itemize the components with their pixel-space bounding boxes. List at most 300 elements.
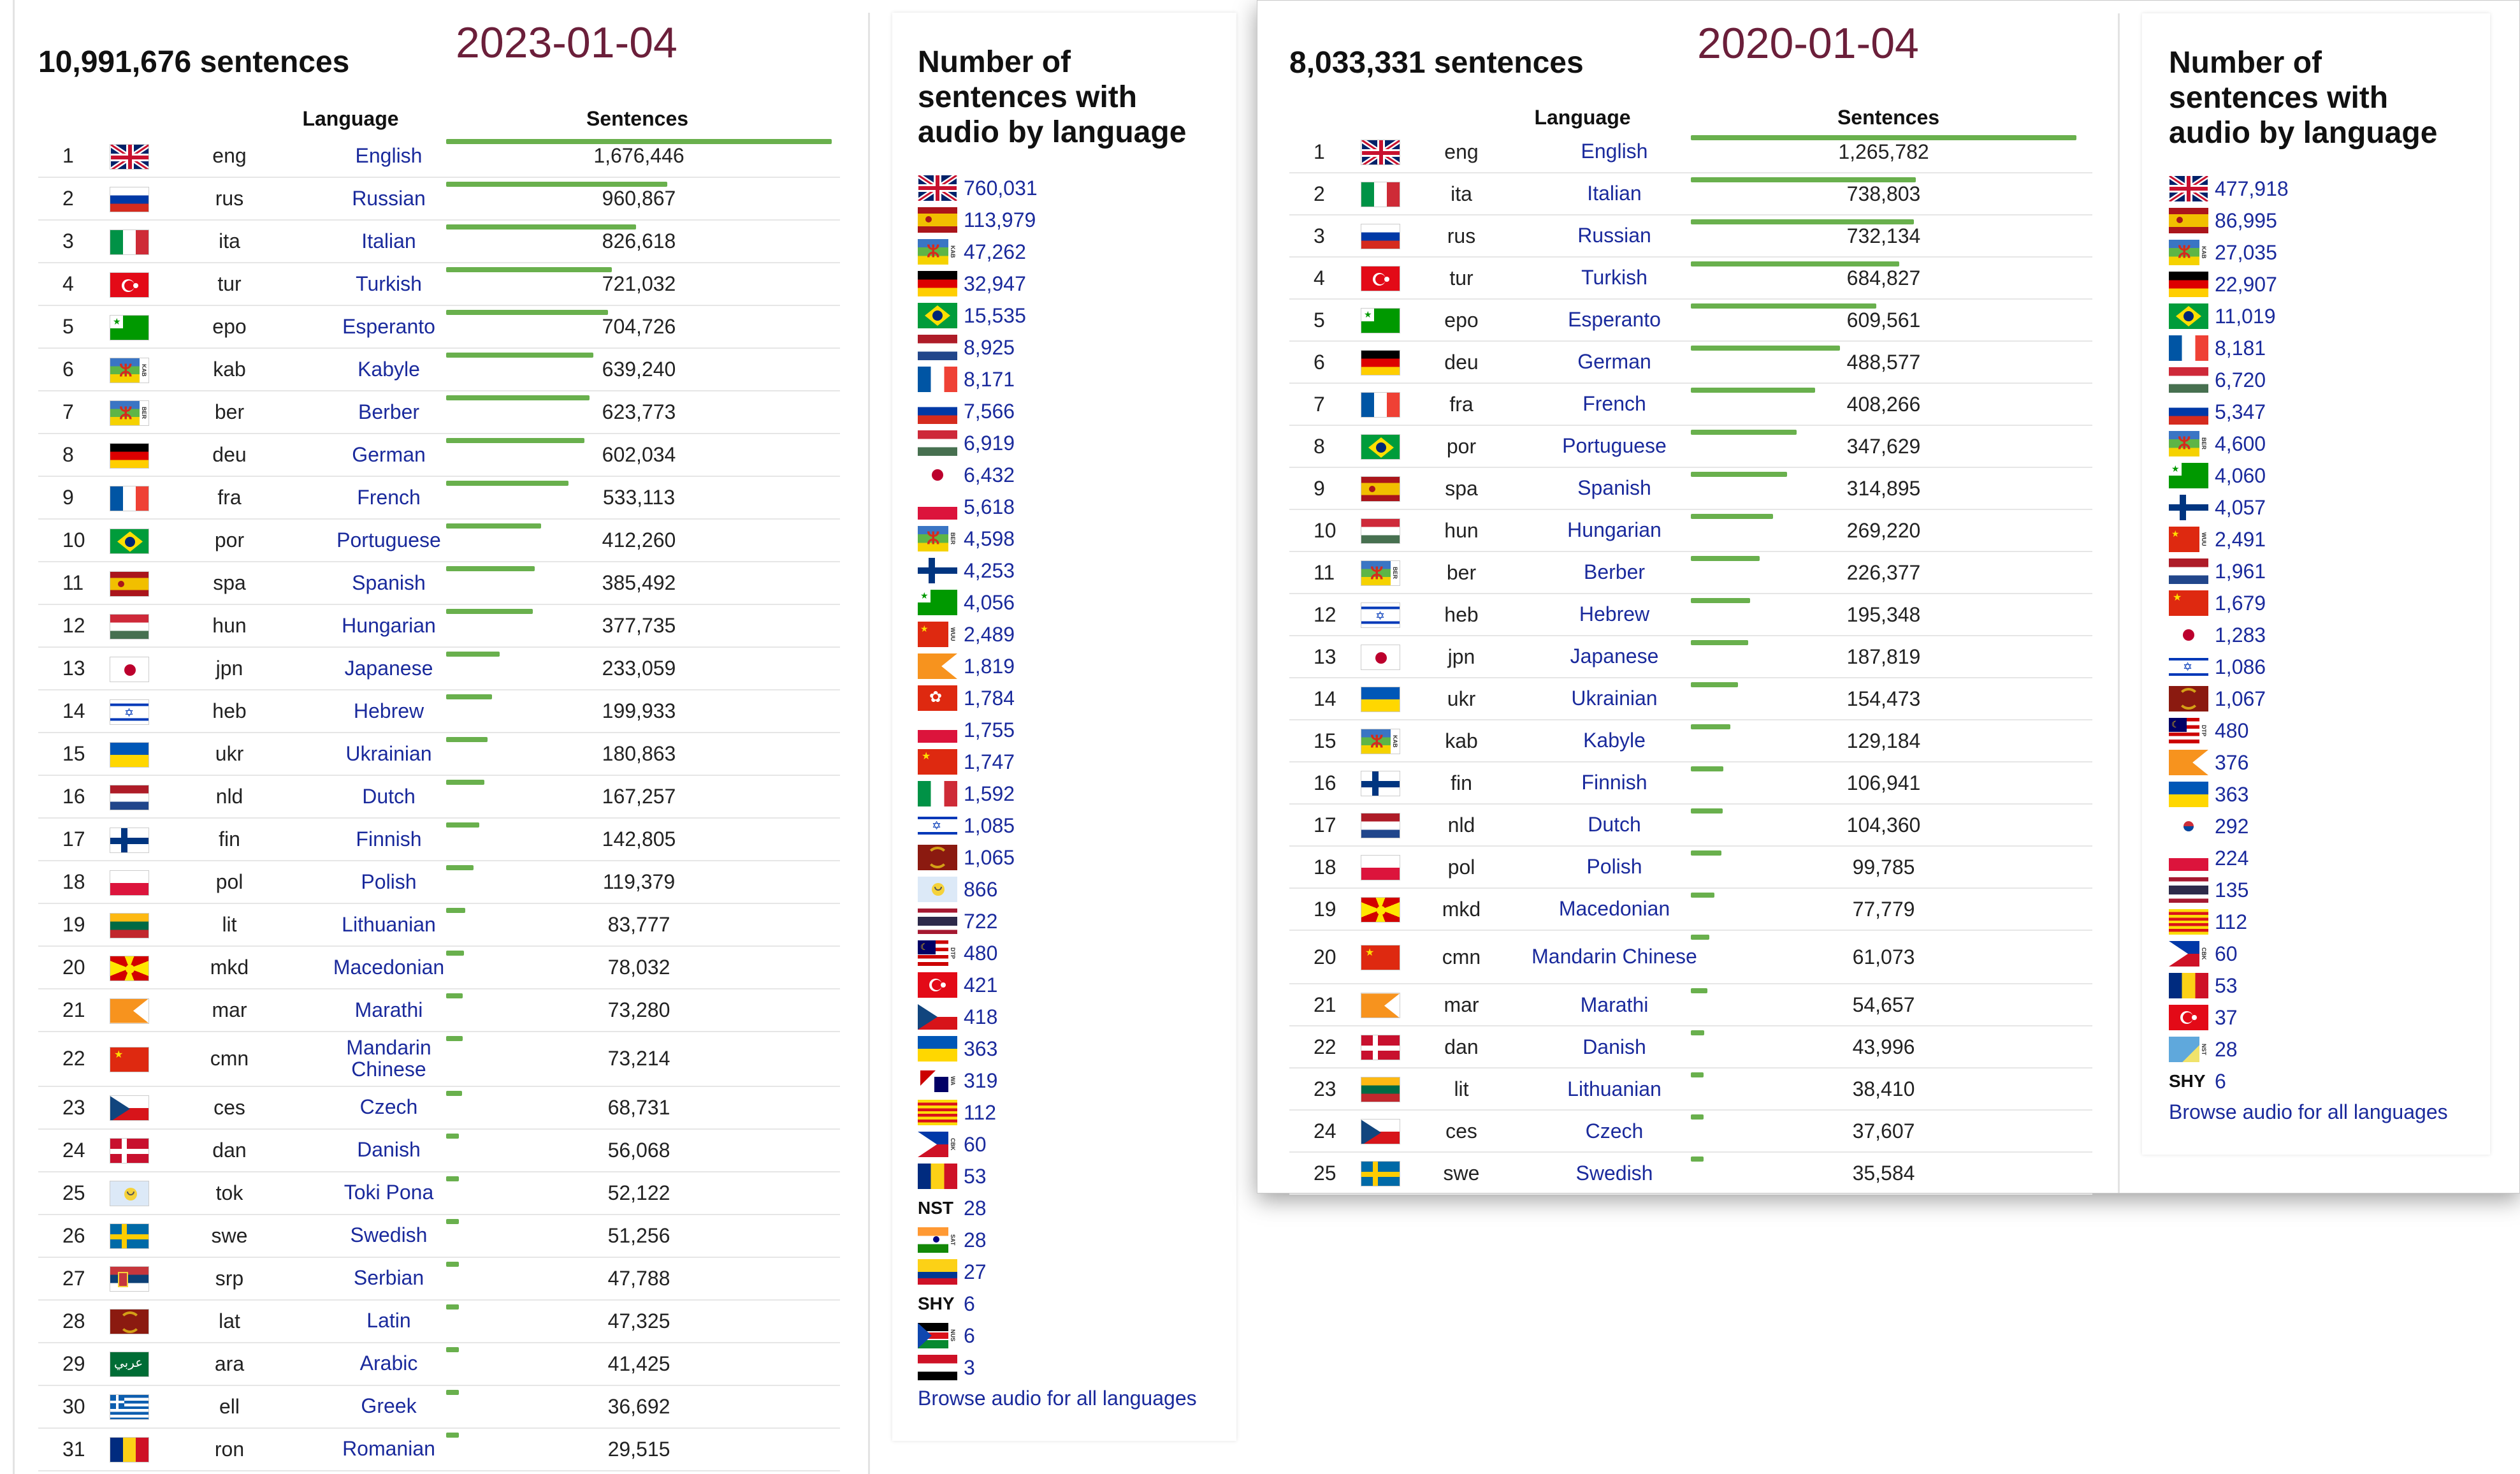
audio-list-item[interactable] [918, 332, 1015, 363]
ber-flag-icon: ⵣ BER [110, 400, 149, 426]
audio-list-item[interactable] [918, 459, 1015, 491]
language-link[interactable]: Portuguese [1562, 434, 1667, 458]
rank-cell: 13 [1314, 645, 1336, 668]
audio-count-link[interactable]: 37 [2215, 1005, 2238, 1029]
audio-count-link[interactable]: 28 [2215, 1037, 2238, 1061]
language-link[interactable]: French [1582, 392, 1646, 416]
audio-list-item[interactable] [2169, 332, 2266, 364]
language-link[interactable]: German [1577, 350, 1651, 374]
language-link[interactable]: Spanish [352, 571, 426, 594]
audio-count-link[interactable]: 2,491 [2215, 527, 2266, 551]
audio-count-link[interactable]: 28 [964, 1196, 987, 1220]
sentence-count-cell: 738,803 [1846, 182, 1921, 205]
sentence-bar [446, 481, 568, 486]
audio-list-item[interactable] [2169, 1033, 2238, 1065]
audio-list-item[interactable] [918, 1320, 975, 1352]
audio-list-item[interactable] [2169, 938, 2238, 970]
language-link[interactable]: Italian [1587, 182, 1642, 205]
table-row [38, 1386, 840, 1429]
language-link[interactable]: Lithuanian [342, 912, 436, 936]
table-row [1289, 720, 2092, 763]
deu-flag-icon [110, 443, 149, 469]
language-code-cell: pol [215, 870, 243, 893]
language-link[interactable]: Turkish [1581, 266, 1647, 289]
sentence-bar [1691, 724, 1730, 729]
audio-count-link[interactable]: 15,535 [964, 303, 1026, 327]
audio-count-link[interactable]: 22,907 [2215, 272, 2277, 296]
sentence-count-cell: 377,735 [602, 614, 676, 637]
rus-flag-icon [918, 398, 957, 424]
table-row [38, 391, 840, 434]
audio-list-item[interactable] [918, 395, 1015, 427]
ber-flag-icon: ⵣ BER [1361, 560, 1400, 586]
audio-list-item[interactable] [2169, 268, 2277, 300]
language-link[interactable]: Kabyle [358, 357, 420, 381]
hun-flag-icon [918, 430, 957, 456]
audio-count-link[interactable]: 1,784 [964, 686, 1015, 710]
sentence-count-cell: 1,265,782 [1838, 140, 1929, 163]
audio-list-item[interactable] [918, 650, 1015, 682]
sentence-bar [446, 139, 832, 144]
language-link[interactable]: Danish [1582, 1035, 1646, 1058]
audio-list-item[interactable] [918, 810, 1015, 842]
rank-cell: 7 [62, 400, 74, 423]
audio-count-link[interactable]: 112 [2215, 910, 2248, 933]
audio-list-item[interactable] [918, 1224, 987, 1256]
audio-count-link[interactable]: 1,067 [2215, 687, 2266, 710]
sentence-bar [446, 1304, 459, 1310]
sentence-count-cell: 347,629 [1846, 434, 1921, 458]
audio-list-item[interactable] [918, 1192, 987, 1224]
language-link[interactable]: Turkish [356, 272, 422, 295]
language-code-cell: epo [212, 315, 247, 338]
language-link[interactable]: Dutch [362, 784, 416, 808]
audio-list-item[interactable] [2169, 683, 2266, 715]
language-link[interactable]: Macedonian [333, 955, 445, 979]
audio-count-link[interactable]: 8,171 [964, 367, 1015, 391]
audio-count-link[interactable]: 112 [964, 1100, 997, 1124]
audio-list-item[interactable] [918, 587, 1015, 618]
audio-count-link[interactable]: 6,432 [964, 463, 1015, 486]
sentence-bar [1691, 514, 1773, 519]
language-link[interactable]: Macedonian [1558, 897, 1670, 921]
lit-flag-icon [1361, 1077, 1400, 1102]
audio-count-link[interactable]: 32,947 [964, 272, 1026, 295]
audio-list-item[interactable] [918, 905, 997, 937]
audio-list-item[interactable] [2169, 428, 2266, 460]
rank-cell: 18 [1314, 855, 1336, 879]
language-link[interactable]: Swedish [350, 1223, 428, 1247]
language-link[interactable]: Italian [361, 229, 416, 252]
rank-cell: 10 [62, 529, 85, 551]
cat-flag-icon [918, 1100, 957, 1125]
sentence-count-cell: 385,492 [602, 571, 676, 594]
audio-list-item[interactable] [918, 746, 1015, 778]
language-link[interactable]: Czech [1585, 1119, 1644, 1142]
audio-count-link[interactable]: 480 [2215, 719, 2249, 742]
language-code-label: SHY [2169, 1071, 2206, 1091]
audio-list-item[interactable] [918, 555, 1015, 587]
audio-list-item[interactable] [2169, 173, 2289, 205]
audio-list-item[interactable] [918, 682, 1015, 714]
audio-list-item[interactable] [918, 1352, 975, 1383]
audio-list-item[interactable] [918, 1160, 987, 1192]
language-link[interactable]: Czech [359, 1095, 418, 1119]
audio-count-link[interactable]: 1,679 [2215, 591, 2266, 615]
audio-count-link[interactable]: 1,283 [2215, 623, 2266, 646]
audio-count-link[interactable]: 6,720 [2215, 368, 2266, 391]
language-link[interactable]: Russian [1577, 224, 1651, 247]
audio-list-item[interactable] [2169, 970, 2238, 1002]
tur-flag-icon [1361, 266, 1400, 291]
table-row [1289, 1111, 2092, 1153]
lat-flag-icon [110, 1309, 149, 1334]
language-link[interactable]: Lithuanian [1567, 1077, 1662, 1100]
left-header-language: Language [302, 107, 399, 130]
audio-count-link[interactable]: 8,181 [2215, 336, 2266, 360]
audio-count-link[interactable]: 722 [964, 909, 998, 933]
audio-list-item[interactable] [918, 1128, 987, 1160]
cbk-flag-icon: CBK [918, 1132, 957, 1157]
audio-count-link[interactable]: 27 [964, 1260, 987, 1283]
language-code-cell: cmn [1442, 945, 1481, 968]
language-link[interactable]: Hebrew [1579, 602, 1650, 626]
audio-count-link[interactable]: 4,598 [964, 527, 1015, 550]
table-row [38, 819, 840, 861]
sentence-bar [1691, 808, 1723, 814]
nst-flag-icon: NST [2169, 1037, 2208, 1062]
audio-count-link[interactable]: 376 [2215, 750, 2249, 774]
audio-count-link[interactable]: 11,019 [2215, 304, 2276, 328]
language-code-cell: mkd [210, 956, 249, 979]
language-code-cell: kab [213, 358, 246, 381]
audio-count-link[interactable]: 6 [2215, 1069, 2226, 1093]
sentence-bar [446, 566, 535, 571]
audio-count-link[interactable]: 27,035 [2215, 240, 2277, 264]
audio-count-link[interactable]: 224 [2215, 846, 2249, 870]
sentence-count-cell: 43,996 [1852, 1035, 1915, 1058]
mkd-flag-icon [1361, 897, 1400, 923]
rus-flag-icon [110, 187, 149, 212]
language-link[interactable]: German [352, 442, 426, 466]
audio-count-link[interactable]: 1,747 [964, 750, 1015, 773]
right-audio-title-line2: sentences with [2169, 81, 2389, 115]
ber-flag-icon: ⵣ BER [918, 526, 957, 551]
audio-list-item[interactable] [2169, 205, 2277, 237]
table-row [1289, 984, 2092, 1026]
audio-count-link[interactable]: 6 [964, 1292, 975, 1315]
audio-count-link[interactable]: 4,253 [964, 558, 1015, 582]
mar-flag-icon [918, 653, 957, 679]
rank-cell: 19 [1314, 897, 1336, 921]
audio-count-link[interactable]: 1,592 [964, 782, 1015, 805]
audio-count-link[interactable]: 113,979 [964, 208, 1036, 231]
audio-count-link[interactable]: 28 [964, 1228, 987, 1251]
sentence-bar [446, 1262, 459, 1267]
language-link[interactable]: Marathi [354, 998, 423, 1021]
sentence-bar [1691, 988, 1707, 993]
language-link[interactable]: Mandarin Chinese [346, 1036, 431, 1081]
sentence-count-cell: 83,777 [607, 913, 670, 936]
table-row [1289, 1153, 2092, 1195]
sentence-bar [446, 310, 608, 315]
audio-list-item[interactable] [2169, 460, 2266, 492]
language-link[interactable]: Berber [358, 400, 420, 423]
table-row [38, 690, 840, 733]
audio-count-link[interactable]: 4,057 [2215, 495, 2266, 519]
table-row [1289, 1026, 2092, 1069]
language-link[interactable]: Mandarin Chinese [1532, 945, 1697, 968]
sentence-bar [446, 865, 474, 870]
audio-count-link[interactable]: 1,065 [964, 845, 1015, 869]
audio-count-link[interactable]: 421 [964, 973, 998, 996]
table-row [1289, 552, 2092, 594]
swe-flag-icon [1361, 1161, 1400, 1186]
kor-flag-icon [2169, 814, 2208, 839]
nld-flag-icon [1361, 813, 1400, 838]
sentence-bar [1691, 1030, 1704, 1035]
language-link[interactable]: Hebrew [353, 699, 424, 722]
table-row [38, 989, 840, 1032]
audio-list-item[interactable] [2169, 874, 2248, 906]
audio-list-item[interactable] [918, 1256, 987, 1288]
audio-list-item[interactable] [918, 618, 1015, 650]
audio-list-item[interactable] [2169, 237, 2277, 268]
language-link[interactable]: Ukrainian [1571, 687, 1658, 710]
audio-list-item[interactable] [918, 937, 997, 969]
audio-count-link[interactable]: 6 [964, 1324, 975, 1347]
sentence-bar [446, 267, 612, 272]
rank-cell: 16 [1314, 771, 1336, 794]
audio-list-item[interactable] [2169, 810, 2248, 842]
mar-flag-icon [110, 998, 149, 1024]
left-audio-title-line2: sentences with [918, 80, 1138, 115]
language-link[interactable]: Berber [1583, 560, 1646, 584]
language-link[interactable]: Serbian [353, 1266, 424, 1290]
audio-count-link[interactable]: 6,919 [964, 431, 1015, 455]
language-link[interactable]: French [357, 485, 421, 509]
audio-count-link[interactable]: 477,918 [2215, 177, 2289, 200]
sentence-count-cell: 180,863 [602, 742, 676, 765]
sentence-bar [446, 609, 533, 614]
left-browse-audio-link[interactable]: Browse audio for all languages [918, 1387, 1197, 1410]
sentence-bar [1691, 598, 1750, 603]
audio-count-link[interactable]: 53 [964, 1164, 987, 1188]
sentence-count-cell: 684,827 [1846, 266, 1921, 289]
audio-list-item[interactable] [2169, 906, 2247, 938]
audio-list-item[interactable] [918, 172, 1038, 204]
language-link[interactable]: Dutch [1588, 813, 1641, 836]
language-link[interactable]: Esperanto [342, 314, 435, 338]
audio-list-item[interactable] [2169, 1065, 2226, 1097]
ber-flag-icon: ⵣ BER [2169, 431, 2208, 456]
sentence-bar [446, 182, 667, 187]
table-row [38, 947, 840, 989]
audio-count-link[interactable]: 363 [964, 1037, 998, 1060]
audio-count-link[interactable]: 60 [2215, 942, 2238, 965]
heb-flag-icon: ✡ [918, 813, 957, 838]
language-code-label: NST [918, 1198, 953, 1218]
audio-list-item[interactable] [2169, 523, 2266, 555]
language-link[interactable]: Japanese [344, 656, 433, 680]
audio-count-link[interactable]: 319 [964, 1069, 998, 1092]
language-link[interactable]: English [1581, 140, 1648, 163]
left-audio-title-line3: audio by language [918, 115, 1187, 150]
language-link[interactable]: Polish [361, 870, 417, 893]
language-code-label: SHY [918, 1294, 955, 1313]
egy-flag-icon [918, 1355, 957, 1380]
audio-list-item[interactable] [2169, 1002, 2238, 1033]
sentence-bar [1691, 850, 1721, 856]
audio-list-item[interactable] [2169, 492, 2266, 523]
language-link[interactable]: Kabyle [1583, 729, 1646, 752]
audio-list-item[interactable] [918, 873, 997, 905]
audio-list-item[interactable] [918, 842, 1015, 873]
audio-list-item[interactable] [2169, 842, 2248, 874]
language-code-cell: hun [1444, 518, 1479, 542]
audio-list-item[interactable] [918, 1097, 996, 1128]
language-code-cell: ces [214, 1095, 245, 1119]
language-link[interactable]: Latin [366, 1309, 411, 1332]
audio-count-link[interactable]: 480 [964, 941, 998, 965]
audio-count-link[interactable]: 1,755 [964, 718, 1015, 741]
audio-list-item[interactable] [918, 1065, 997, 1097]
audio-list-item[interactable] [2169, 651, 2266, 683]
kab-flag-icon: ⵣ KAB [2169, 240, 2208, 265]
audio-list-item[interactable] [2169, 778, 2248, 810]
cat-flag-icon [2169, 909, 2208, 935]
audio-list-item[interactable] [2169, 587, 2266, 619]
language-link[interactable]: Swedish [1575, 1161, 1653, 1185]
audio-count-link[interactable]: 3 [964, 1355, 975, 1379]
sentence-count-cell: 195,348 [1846, 602, 1921, 626]
audio-count-link[interactable]: 418 [964, 1005, 998, 1028]
language-link[interactable]: Japanese [1570, 645, 1659, 668]
fin-flag-icon [1361, 771, 1400, 796]
audio-list-item[interactable] [2169, 619, 2266, 651]
audio-list-item[interactable] [2169, 715, 2248, 747]
yue-flag-icon: ✿ [918, 685, 957, 711]
audio-count-link[interactable]: 5,347 [2215, 400, 2266, 423]
audio-list-item[interactable] [918, 1001, 997, 1033]
language-code-cell: fin [1451, 771, 1472, 794]
ron-flag-icon [918, 1164, 957, 1189]
language-link[interactable]: Finnish [1581, 771, 1647, 794]
audio-count-link[interactable]: 866 [964, 877, 998, 901]
audio-list-item[interactable] [918, 778, 1015, 810]
audio-list-item[interactable] [2169, 396, 2266, 428]
sentence-count-cell: 639,240 [602, 358, 676, 381]
language-link[interactable]: Arabic [359, 1352, 418, 1375]
language-link[interactable]: Toki Pona [344, 1181, 434, 1204]
audio-list-item[interactable] [918, 268, 1026, 300]
language-link[interactable]: Ukrainian [345, 741, 432, 765]
audio-count-link[interactable]: 4,600 [2215, 432, 2266, 455]
sentence-count-cell: 226,377 [1846, 560, 1921, 584]
audio-list-item[interactable] [2169, 300, 2276, 332]
language-link[interactable]: Greek [361, 1394, 417, 1418]
audio-count-link[interactable]: 1,961 [2215, 559, 2266, 583]
sentence-count-cell: 167,257 [602, 785, 676, 808]
audio-list-item[interactable] [918, 1033, 997, 1065]
language-link[interactable]: Danish [357, 1138, 421, 1162]
language-link[interactable]: Finnish [356, 827, 422, 850]
audio-count-link[interactable]: 53 [2215, 974, 2238, 997]
tha-flag-icon [2169, 877, 2208, 903]
audio-count-link[interactable]: 292 [2215, 814, 2249, 838]
audio-count-link[interactable]: 1,086 [2215, 655, 2266, 678]
tok-flag-icon [110, 1181, 149, 1206]
audio-count-link[interactable]: 2,489 [964, 622, 1015, 646]
audio-count-link[interactable]: 4,056 [964, 590, 1015, 614]
audio-count-link[interactable]: 5,618 [964, 495, 1015, 518]
sentence-count-cell: 233,059 [602, 657, 676, 680]
language-link[interactable]: Marathi [1580, 993, 1649, 1016]
audio-list-item[interactable] [918, 1288, 975, 1320]
audio-list-item[interactable] [918, 427, 1015, 459]
right-browse-audio-link[interactable]: Browse audio for all languages [2169, 1100, 2448, 1123]
audio-count-link[interactable]: 363 [2215, 782, 2249, 806]
audio-count-link[interactable]: 86,995 [2215, 208, 2277, 232]
sentence-bar [446, 737, 488, 742]
audio-count-link[interactable]: 135 [2215, 878, 2249, 901]
sentence-count-cell: 704,726 [602, 315, 676, 338]
audio-list-item[interactable] [918, 714, 1015, 746]
audio-count-link[interactable]: 7,566 [964, 399, 1015, 423]
language-link[interactable]: Esperanto [1568, 308, 1661, 332]
rank-cell: 18 [62, 870, 85, 893]
audio-list-item[interactable] [2169, 555, 2266, 587]
audio-count-link[interactable]: 4,060 [2215, 463, 2266, 487]
audio-count-link[interactable]: 1,085 [964, 814, 1015, 837]
audio-list-item[interactable] [918, 491, 1015, 523]
language-link[interactable]: Hungarian [342, 613, 436, 637]
eng-flag-icon [110, 144, 149, 170]
language-code-cell: tur [1449, 266, 1474, 289]
right-table-divider [2118, 13, 2120, 1193]
audio-list-item[interactable] [2169, 364, 2266, 396]
right-stats-panel [1257, 0, 2520, 1193]
language-link[interactable]: Romanian [342, 1437, 435, 1461]
audio-list-item[interactable] [918, 523, 1015, 555]
audio-count-link[interactable]: 8,925 [964, 335, 1015, 359]
language-link[interactable]: Polish [1586, 855, 1642, 879]
rank-cell: 2 [1314, 182, 1325, 205]
rank-cell: 13 [62, 657, 85, 680]
ukr-flag-icon [110, 742, 149, 768]
language-link[interactable]: English [355, 143, 423, 167]
audio-count-link[interactable]: 60 [964, 1132, 987, 1156]
pol-flag-icon [1361, 855, 1400, 880]
audio-count-link[interactable]: 1,819 [964, 654, 1015, 678]
audio-list-item[interactable] [2169, 747, 2248, 778]
table-row [38, 434, 840, 477]
language-link[interactable]: Hungarian [1567, 518, 1662, 542]
language-link[interactable]: Russian [352, 186, 426, 210]
audio-count-link[interactable]: 760,031 [964, 176, 1038, 200]
left-header-sentences: Sentences [586, 107, 689, 130]
language-link[interactable]: Portuguese [337, 528, 441, 551]
audio-count-link[interactable]: 47,262 [964, 240, 1026, 263]
language-code-cell: deu [212, 443, 247, 466]
audio-list-item[interactable] [918, 300, 1026, 332]
sentence-bar [446, 951, 464, 956]
audio-list-item[interactable] [918, 363, 1015, 395]
audio-list-item[interactable] [918, 204, 1036, 236]
audio-list-item[interactable] [918, 236, 1026, 268]
language-link[interactable]: Spanish [1577, 476, 1651, 500]
audio-list-item[interactable] [918, 969, 997, 1001]
